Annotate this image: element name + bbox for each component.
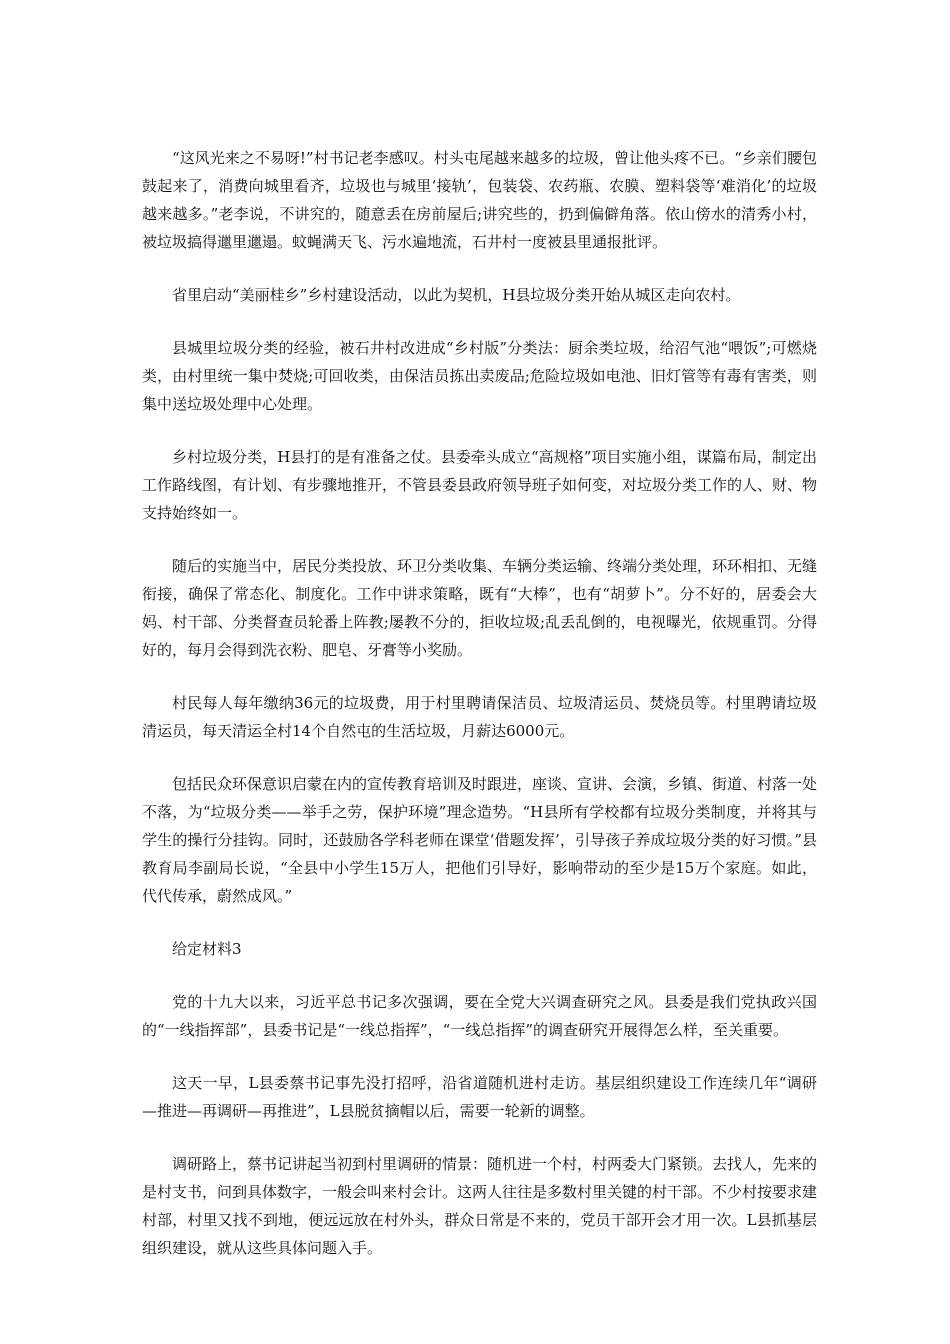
paragraph-implementation: 随后的实施当中，居民分类投放、环卫分类收集、车辆分类运输、终端分类处理，环环相扣、无缝衔接，确保了常态化、制度化。工作中讲求策略，既有“大棒”，也有“胡萝卜”。分不好的，居委会大妈、村干部、分类督查员轮番上阵教;屡教不分的，拒收垃圾;乱丢乱倒的，电视曝光，依规重罚。分得好的，每月会得到洗衣粉、肥皂、牙膏等小奖励。 [142, 557, 818, 659]
paragraph-beautiful-guixiang: 省里启动“美丽桂乡”乡村建设活动，以此为契机，H县垃圾分类开始从城区走向农村。 [172, 286, 741, 304]
paragraph-county-preparation: 乡村垃圾分类，H县打的是有准备之仗。县委牵头成立“高规格”项目实施小组，谋篇布局，制定出工作路线图，有计划、有步骤地推开，不管县委县政府领导班子如何变，对垃圾分类工作的人、财、物支持始终如一。 [142, 448, 818, 522]
paragraph-secretary-visit: 这天一早，L县委蔡书记事先没打招呼，沿省道随机进村走访。基层组织建设工作连续几年“调研—推进—再调研—再推进”，L县脱贫摘帽以后，需要一轮新的调整。 [142, 1074, 817, 1120]
paragraph-research-road: 调研路上，蔡书记讲起当初到村里调研的情景：随机进一个村，村两委大门紧锁。去找人，先来的是村支书，问到具体数字，一般会叫来村会计。这两人往往是多数村里关键的村干部。不少村按要求建村部，村里又找不到地，便远远放在村外头，群众日常是不来的，党员干部开会才用一次。L县抓基层组织建设，就从这些具体问题入手。 [142, 1155, 818, 1257]
paragraph-garbage-fee: 村民每人每年缴纳36元的垃圾费，用于村里聘请保洁员、垃圾清运员、焚烧员等。村里聘请垃圾清运员，每天清运全村14个自然屯的生活垃圾，月薪达6000元。 [142, 694, 817, 740]
paragraph-investigation-research: 党的十九大以来，习近平总书记多次强调，要在全党大兴调查研究之风。县委是我们党执政兴国的“一线指挥部”，县委书记是“一线总指挥”，“一线总指挥”的调查研究开展得怎么样，至关重要。 [142, 993, 817, 1039]
section-heading-material-3: 给定材料3 [172, 940, 242, 958]
paragraph-village-garbage: “这风光来之不易呀!”村书记老李感叹。村头屯尾越来越多的垃圾，曾让他头疼不已。“乡亲们腰包鼓起来了，消费向城里看齐，垃圾也与城里‘接轨’，包装袋、农药瓶、农膜、塑料袋等‘难消化’的垃圾越来越多。”老李说，不讲究的，随意丢在房前屋后;讲究些的，扔到偏僻角落。依山傍水的清秀小村，被垃圾搞得邋里邋遢。蚊蝇满天飞、污水遍地流，石井村一度被县里通报批评。 [142, 149, 817, 251]
document-page [142, 144, 817, 1287]
paragraph-education: 包括民众环保意识启蒙在内的宣传教育培训及时跟进，座谈、宣讲、会演，乡镇、街道、村落一处不落，为“垃圾分类——举手之劳，保护环境”理念造势。“H县所有学校都有垃圾分类制度，并将其与学生的操行分挂钩。同时，还鼓励各学科老师在课堂‘借题发挥’，引导孩子养成垃圾分类的好习惯。”县教育局李副局长说，“全县中小学生15万人，把他们引导好，影响带动的至少是15万个家庭。如此，代代传承，蔚然成风。” [142, 775, 818, 905]
paragraph-rural-classification: 县城里垃圾分类的经验，被石井村改进成“乡村版”分类法：厨余类垃圾，给沼气池“喂饭”;可燃烧类，由村里统一集中焚烧;可回收类，由保洁员拣出卖废品;危险垃圾如电池、旧灯管等有毒有害类，则集中送垃圾处理中心处理。 [142, 339, 817, 413]
